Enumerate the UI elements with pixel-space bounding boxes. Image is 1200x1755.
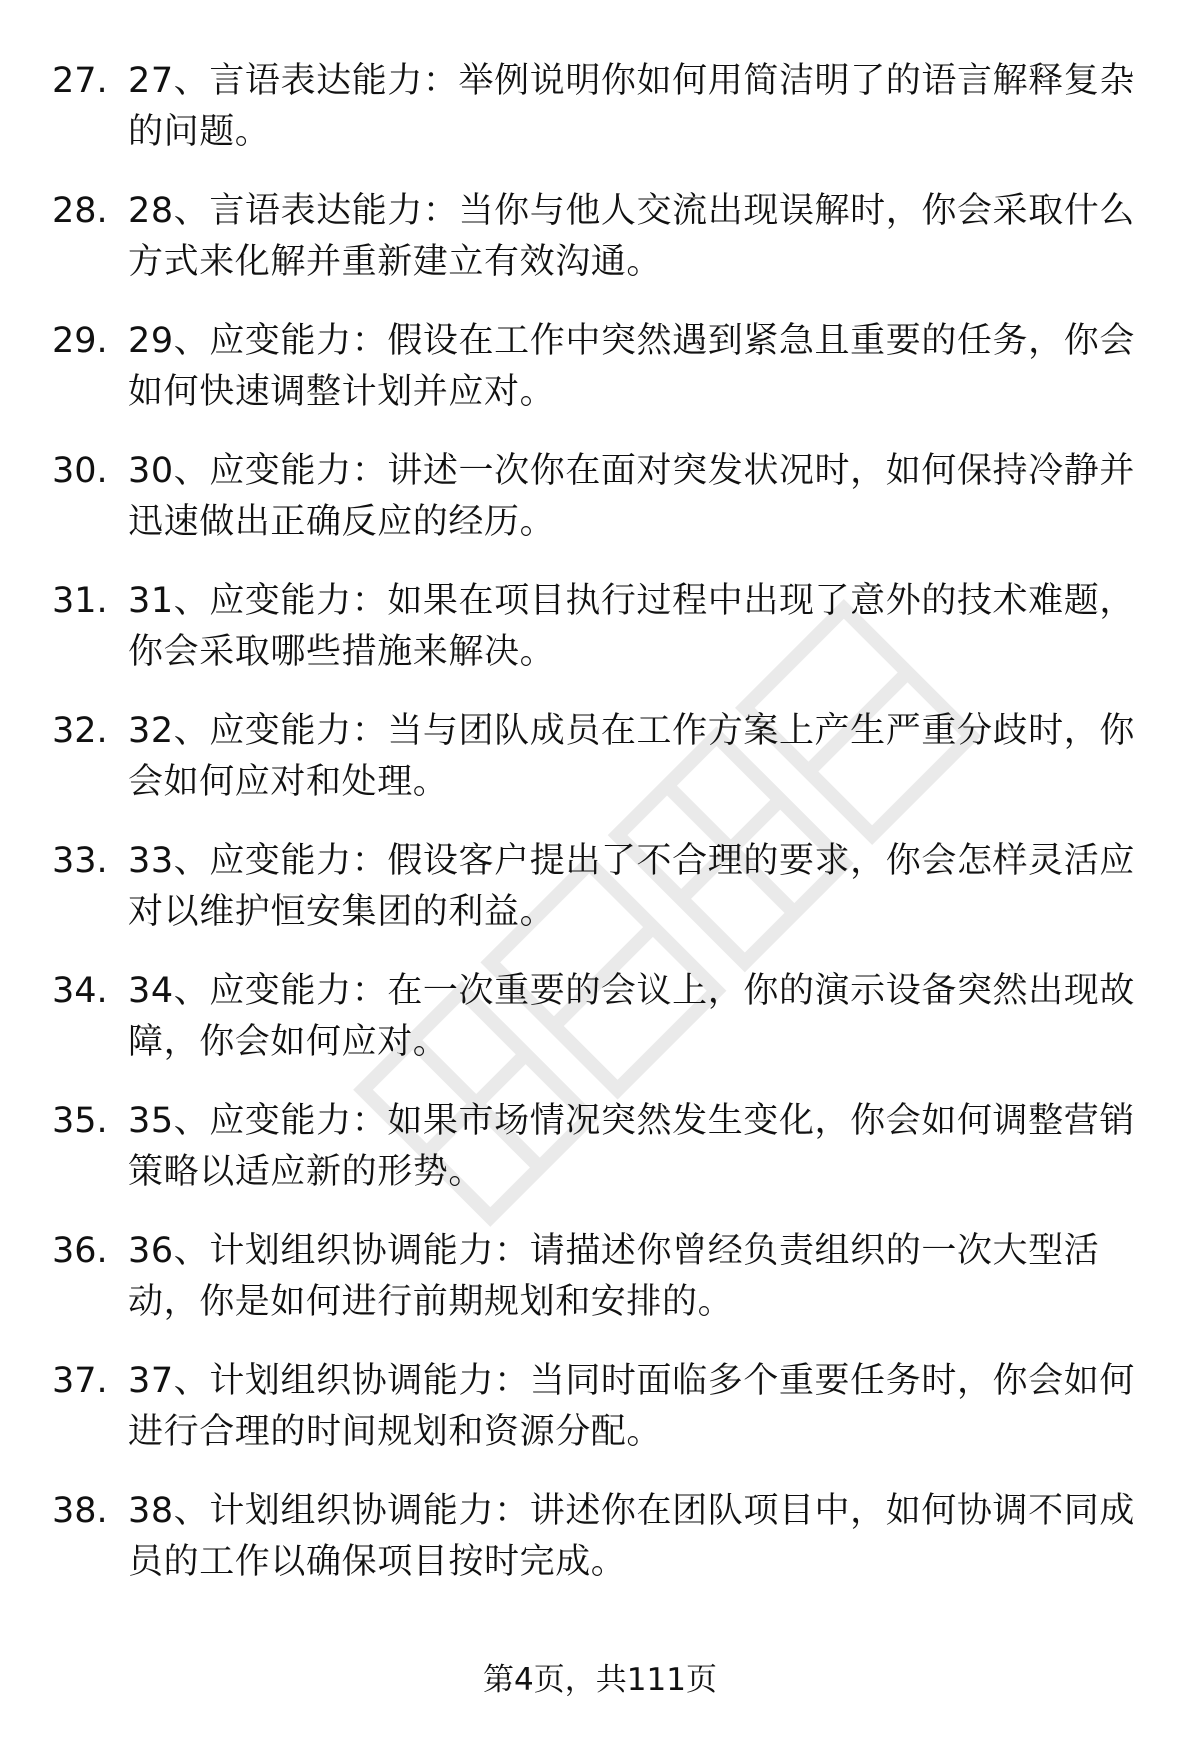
question-text: 29、应变能力：假设在工作中突然遇到紧急且重要的任务，你会如何快速调整计划并应对。 (128, 321, 1135, 412)
question-text: 32、应变能力：当与团队成员在工作方案上产生严重分歧时，你会如何应对和处理。 (128, 711, 1135, 802)
question-text: 28、言语表达能力：当你与他人交流出现误解时，你会采取什么方式来化解并重新建立有效沟通。 (128, 191, 1135, 282)
question-number: 35. (52, 1101, 108, 1141)
question-text: 37、计划组织协调能力：当同时面临多个重要任务时，你会如何进行合理的时间规划和资源分配。 (128, 1361, 1135, 1452)
question-number: 34. (52, 971, 108, 1011)
question-item (52, 446, 1152, 576)
question-number: 30. (52, 451, 108, 491)
question-text: 31、应变能力：如果在项目执行过程中出现了意外的技术难题，你会采取哪些措施来解决。 (128, 581, 1135, 672)
question-list (52, 56, 1152, 1616)
question-text: 33、应变能力：假设客户提出了不合理的要求，你会怎样灵活应对以维护恒安集团的利益。 (128, 841, 1135, 932)
question-item (52, 56, 1152, 186)
question-item (52, 576, 1152, 706)
question-item (52, 706, 1152, 836)
question-number: 28. (52, 191, 108, 231)
question-item (52, 966, 1152, 1096)
question-item (52, 1096, 1152, 1226)
question-item (52, 1486, 1152, 1616)
question-item (52, 316, 1152, 446)
question-number: 27. (52, 61, 108, 101)
question-item (52, 1226, 1152, 1356)
page-footer: 第4页，共111页 (483, 1662, 717, 1698)
question-item (52, 1356, 1152, 1486)
question-number: 29. (52, 321, 108, 361)
question-number: 32. (52, 711, 108, 751)
question-number: 38. (52, 1491, 108, 1531)
question-text: 34、应变能力：在一次重要的会议上，你的演示设备突然出现故障，你会如何应对。 (128, 971, 1135, 1062)
question-number: 36. (52, 1231, 108, 1271)
question-number: 31. (52, 581, 108, 621)
question-text: 27、言语表达能力：举例说明你如何用简洁明了的语言解释复杂的问题。 (128, 61, 1135, 152)
question-text: 38、计划组织协调能力：讲述你在团队项目中，如何协调不同成员的工作以确保项目按时完成。 (128, 1491, 1135, 1582)
question-text: 36、计划组织协调能力：请描述你曾经负责组织的一次大型活动，你是如何进行前期规划和安排的。 (128, 1231, 1100, 1322)
question-text: 35、应变能力：如果市场情况突然发生变化，你会如何调整营销策略以适应新的形势。 (128, 1101, 1135, 1192)
question-number: 33. (52, 841, 108, 881)
question-item (52, 186, 1152, 316)
question-number: 37. (52, 1361, 108, 1401)
question-text: 30、应变能力：讲述一次你在面对突发状况时，如何保持冷静并迅速做出正确反应的经历。 (128, 451, 1135, 542)
question-item (52, 836, 1152, 966)
